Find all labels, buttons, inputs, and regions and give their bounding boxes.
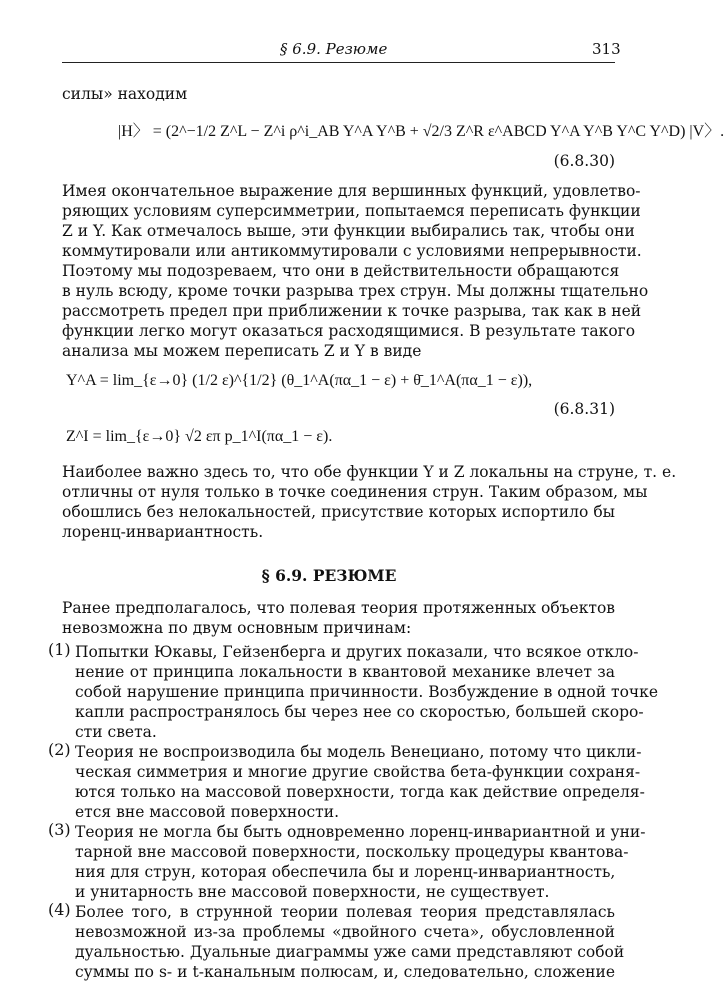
paragraph-line: в нуль всюду, кроме точки разрыва трех струн. Мы должны тщательно <box>62 282 649 300</box>
list-item-line: собой нарушение принципа причинности. Возбуждение в одной точке <box>75 683 659 701</box>
paragraph-line: функции легко могут оказаться расходящимися. В результате такого <box>62 322 636 340</box>
paragraph-line: Имея окончательное выражение для вершинных функций, удовлетво- <box>62 182 641 200</box>
paragraph-line: Наиболее важно здесь то, что обе функции Y и Z локальны на струне, т. е. <box>62 463 677 481</box>
page-number: 313 <box>592 40 621 58</box>
list-item-line: дуальностью. Дуальные диаграммы уже сами представляют собой <box>75 943 625 961</box>
list-item-line: капли распространялось бы через нее со скоростью, большей скоро- <box>75 703 644 721</box>
top-text-line: силы» находим <box>62 85 188 103</box>
list-item-line: ческая симметрия и многие другие свойства бета-функции сохраня- <box>75 763 641 781</box>
equation-6-8-30-text: |H〉 = (2^−1/2 Z^L − Z^i ρ^i_AB Y^A Y^B + √2/3 Z^R ε^ABCD Y^A Y^B Y^C Y^D) |V〉. <box>118 123 724 140</box>
header-rule <box>62 62 615 63</box>
equation-label-6-8-30: (6.8.30) <box>553 152 615 170</box>
list-item-line: невозможной из-за проблемы «двойного счета», обусловленной <box>75 923 615 941</box>
list-item-number: (2) <box>48 740 71 759</box>
equation-6-8-31-line-1: Y^A = lim_{ε→0} (1/2 ε)^{1/2} (θ_1^A(πα_1 − ε) + θ̄_1^A(πα_1 − ε)), <box>66 372 533 389</box>
list-item-number: (1) <box>48 640 71 659</box>
list-item-line: ются только на массовой поверхности, тогда как действие определя- <box>75 783 645 801</box>
paragraph-line: рассмотреть предел при приближении к точке разрыва, так как в ней <box>62 302 642 320</box>
list-item-number: (3) <box>48 820 71 839</box>
list-item-line: ется вне массовой поверхности. <box>75 803 339 821</box>
paragraph-line: отличны от нуля только в точке соединения струн. Таким образом, мы <box>62 483 648 501</box>
paragraph-line: Ранее предполагалось, что полевая теория протяженных объектов <box>62 599 616 617</box>
list-item-line: Теория не воспроизводила бы модель Венециано, потому что цикли- <box>75 743 642 761</box>
list-item-line: и унитарность вне массовой поверхности, не существует. <box>75 883 550 901</box>
equation-6-8-31-line-2: Z^I = lim_{ε→0} √2 επ p_1^I(πα_1 − ε). <box>66 428 333 445</box>
paragraph-line: обошлись без нелокальностей, присутствие которых испортило бы <box>62 503 615 521</box>
paragraph-line: Поэтому мы подозреваем, что они в действительности обращаются <box>62 262 620 280</box>
list-item-line: Теория не могла бы быть одновременно лоренц-инвариантной и уни- <box>75 823 646 841</box>
list-item-line: тарной вне массовой поверхности, поскольку процедуры квантова- <box>75 843 629 861</box>
paragraph-line: коммутировали или антикоммутировали с условиями непрерывности. <box>62 242 642 260</box>
list-item-line: суммы по s- и t-канальным полюсам, и, следовательно, сложение <box>75 963 615 981</box>
list-item-line: Более того, в струнной теории полевая теория представлялась <box>75 903 615 921</box>
paragraph-line: анализа мы можем переписать Z и Y в виде <box>62 342 422 360</box>
paragraph-line: ряющих условиям суперсимметрии, попытаемся переписать функции <box>62 202 641 220</box>
list-item-line: сти света. <box>75 723 157 741</box>
list-item-line: нение от принципа локальности в квантовой механике влечет за <box>75 663 615 681</box>
list-item-number: (4) <box>48 900 71 919</box>
equation-label-6-8-31: (6.8.31) <box>553 400 615 418</box>
list-item-line: ния для струн, которая обеспечила бы и лоренц-инвариантность, <box>75 863 616 881</box>
section-title: § 6.9. РЕЗЮМЕ <box>261 566 397 585</box>
paragraph-line: Z и Y. Как отмечалось выше, эти функции выбирались так, чтобы они <box>62 222 635 240</box>
list-item-line: Попытки Юкавы, Гейзенберга и других показали, что всякое откло- <box>75 643 639 661</box>
equation-6-8-30 <box>118 118 724 141</box>
paragraph-line: лоренц-инвариантность. <box>62 523 264 541</box>
paragraph-line: невозможна по двум основным причинам: <box>62 619 412 637</box>
running-header-title: § 6.9. Резюме <box>280 40 388 58</box>
